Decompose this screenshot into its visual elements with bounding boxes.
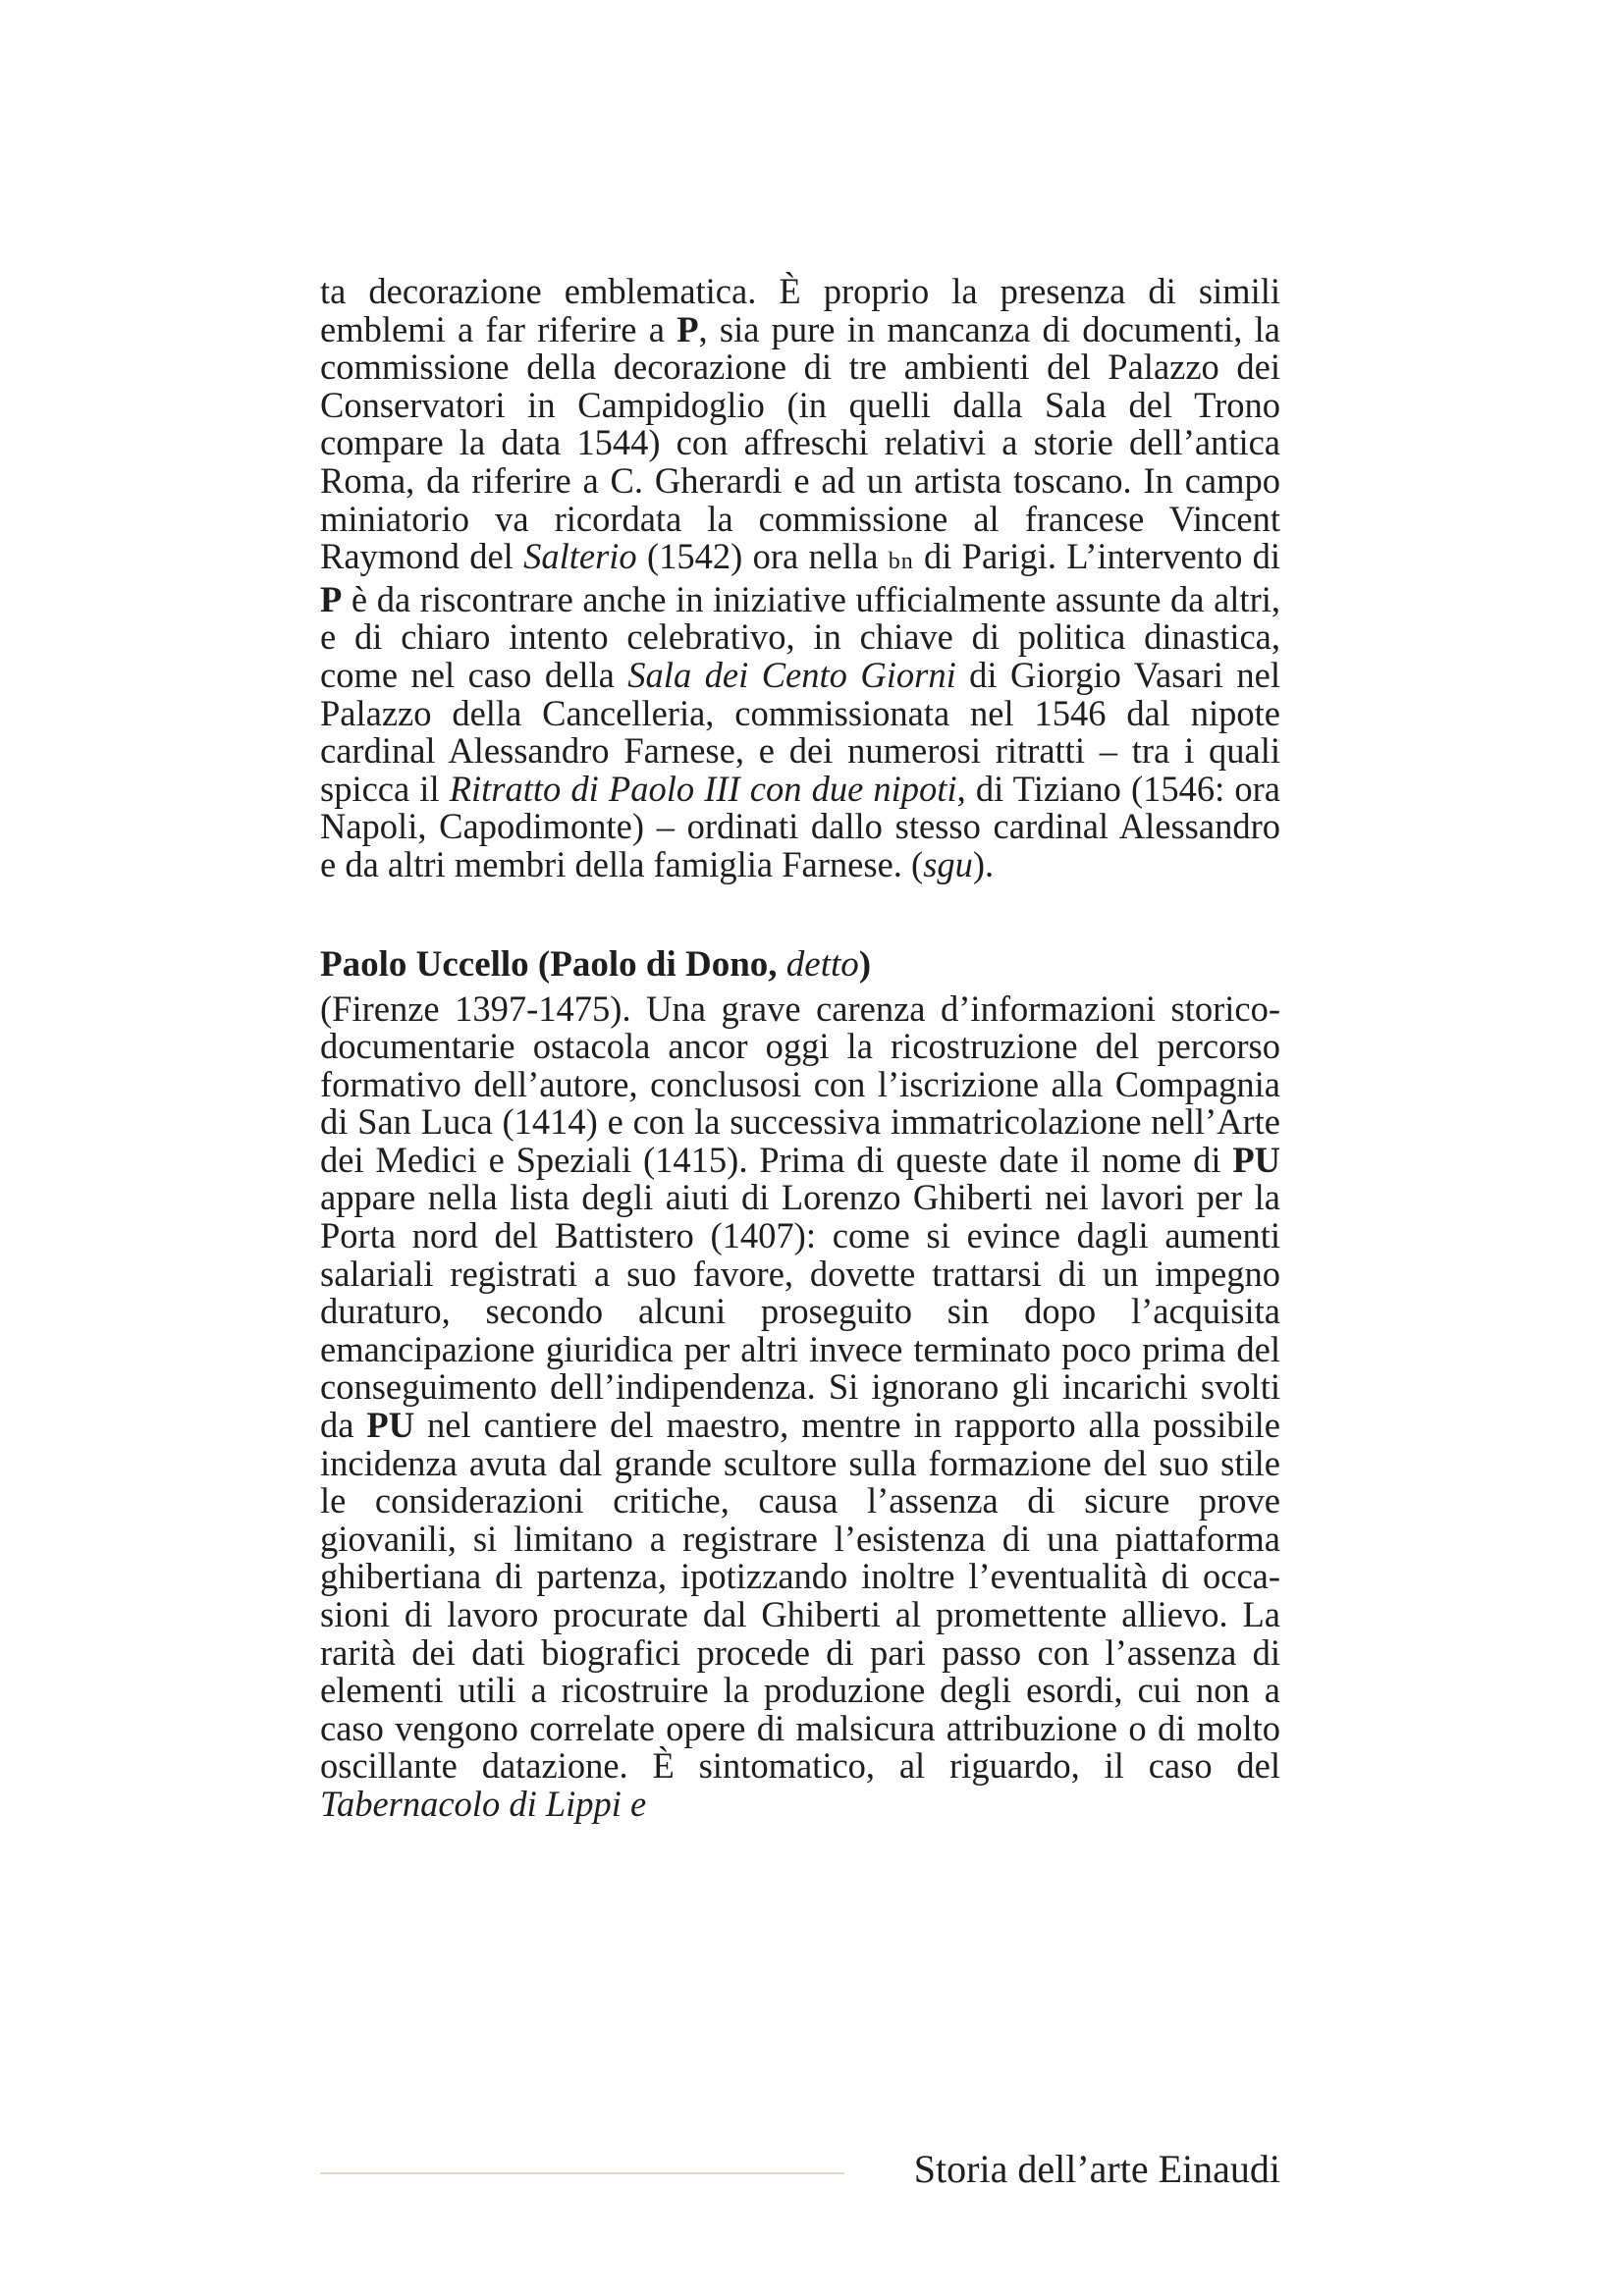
text-run: è da riscontrare anche in iniziative ufficialmente assunte da altri, e di chiaro intento celebrativo, in chiave di politica dinastica, come nel caso della (320, 578, 1280, 695)
text-run: , sia pure in mancanza di documenti, la commissione della decorazione di tre ambienti del Palazzo dei Conservatori in Campidoglio (in quelli dalla Sala del Trono compare la data 1544) con affreschi relativi a storie dell’antica Roma, da riferire a C. Gherardi e ad un artista toscano. In campo miniatorio va ricordata la commissione al francese Vincent Raymond del (320, 308, 1280, 577)
entry-heading-main: Paolo Uccello (Paolo di Dono, (320, 943, 786, 985)
text-run: di Parigi. L’intervento di (913, 536, 1281, 577)
entry-body-paragraph (320, 990, 1280, 1824)
text-run: , di Tiziano (1546: ora Napoli, Capodimonte) – ordinati dallo stesso cardinal Alessandro e da altri membri della famiglia Farnese. ( (320, 768, 1281, 884)
author-initials: sgu (923, 843, 973, 884)
entry-heading-detto: detto (785, 943, 859, 985)
entry-heading (320, 945, 1280, 985)
work-title-sala-cento-giorni: Sala dei Cento Giorni (627, 654, 956, 695)
work-title-salterio: Salterio (523, 536, 637, 577)
previous-entry-paragraph (320, 273, 1280, 884)
text-run: ta decorazione emblematica. È proprio la presenza di simili emblemi a far riferire a (320, 271, 1280, 349)
work-title-ritratto-paolo-iii: Ritratto di Paolo III con due nipoti (449, 768, 957, 809)
entry-heading-close: ) (858, 943, 872, 985)
text-run: (1542) ora nella (636, 536, 889, 577)
text-run: nel cantiere del maestro, mentre in rapporto alla possibile incidenza avuta dal grande scultore sulla formazione del suo stile le considerazioni critiche, causa l’assenza di sicure prove giovanili, si limitano a registrare l’esistenza di una piattaforma ghibertiana di partenza, ipotizzando inoltre l’eventualità di occasioni di lavoro procurate dal Ghiberti al promettente allievo. La rarità dei dati biografici procede di pari passo con l’assenza di elementi utili a ricostruire la produzione degli esordi, cui non a caso vengono correlate opere di malsicura attribuzione o di molto oscillante datazione. È sintomatico, al riguardo, il caso del (320, 1405, 1280, 1787)
abbrev-pu: PU (1232, 1139, 1280, 1180)
work-title-tabernacolo: Tabernacolo di Lippi e (320, 1783, 647, 1824)
abbrev-pu: PU (366, 1405, 415, 1446)
text-run: appare nella lista degli aiuti di Lorenzo Ghiberti nei lavori per la Porta nord del Battistero (1407): come si evince dagli aumenti salariali registrati a suo favore, dovette trattarsi di un impegno duraturo, secondo alcuni proseguito sin dopo l’acquisita emancipazione giuridica per altri invece terminato poco prima del conseguimento dell’indipendenza. Si ignorano gli incarichi svolti da (320, 1177, 1280, 1446)
text-run: di Giorgio Vasari nel Palazzo della Cancelleria, commissionata nel 1546 dal nipote cardinal Alessandro Farnese, e dei numerosi ritratti – tra i quali spicca il (320, 654, 1281, 809)
text-run: ). (972, 843, 995, 884)
footer-title: Storia dell’arte Einaudi (913, 2147, 1280, 2191)
abbrev-bn: bn (888, 549, 914, 575)
abbrev-p: P (320, 578, 343, 619)
text-column (320, 273, 1280, 1824)
footer-rule (320, 2172, 844, 2174)
text-run: (Firenze 1397-1475). Una grave carenza d’informazioni storico-documentarie ostacola ancor oggi la ricostruzione del percorso formativo dell’autore, conclusosi con l’iscrizione alla Compagnia di San Luca (1414) e con la successiva immatricolazione nell’Arte dei Medici e Speziali (1415). Prima di queste date il nome di (320, 988, 1280, 1180)
abbrev-p: P (676, 308, 699, 349)
